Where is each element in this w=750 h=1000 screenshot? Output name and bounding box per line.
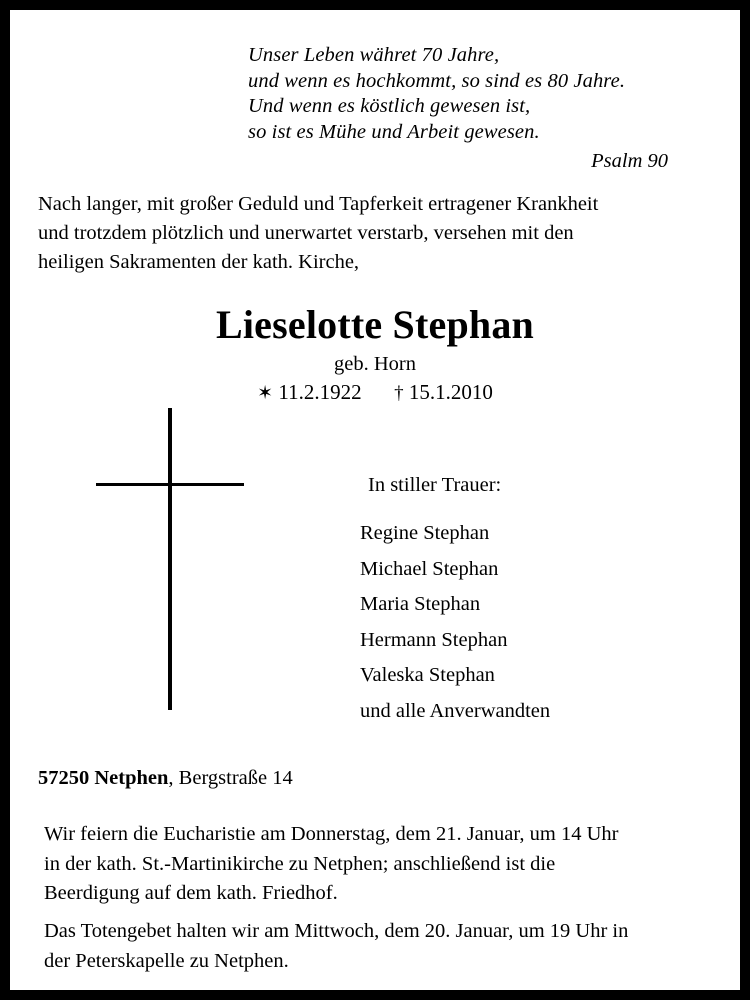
cross-icon	[86, 400, 256, 720]
deceased-name: Lieselotte Stephan	[215, 302, 535, 347]
list-item: Valeska Stephan	[360, 664, 495, 686]
death-date: 15.1.2010	[408, 380, 493, 404]
list-item: Hermann Stephan	[360, 628, 508, 651]
intro-line-2: und trotzdem plötzlich und unerwartet verstarb, versehen mit den	[38, 222, 574, 244]
psalm-quote	[248, 43, 668, 175]
quote-source: Psalm 90	[591, 150, 668, 172]
birth-star-icon: ✶	[257, 383, 274, 404]
intro-line-1: Nach langer, mit großer Geduld und Tapferkeit ertragener Krankheit	[38, 193, 599, 215]
maiden-name: geb. Horn	[334, 353, 416, 375]
quote-line-2: und wenn es hochkommt, so sind es 80 Jahre.	[248, 69, 626, 92]
address-line	[38, 765, 293, 792]
mourners-block	[358, 472, 698, 729]
birth-date: 11.2.1922	[278, 380, 362, 404]
eucharist-line-1: Wir feiern die Eucharistie am Donnerstag, dem 21. Januar, um 14 Uhr	[44, 823, 619, 845]
cross-vertical-bar	[168, 408, 172, 710]
address-street: , Bergstraße 14	[168, 767, 293, 789]
death-dagger-icon: †	[394, 383, 404, 404]
list-item: Regine Stephan	[360, 522, 490, 544]
quote-line-3: Und wenn es köstlich gewesen ist,	[248, 95, 531, 117]
prayer-line-2: der Peterskapelle zu Netphen.	[44, 949, 289, 972]
mourner-list	[358, 516, 698, 729]
mourners-title: In stiller Trauer:	[368, 474, 502, 496]
address-postal-city: 57250 Netphen	[38, 767, 169, 789]
list-item: Maria Stephan	[360, 593, 481, 615]
list-item: Michael Stephan	[360, 557, 499, 580]
quote-line-4: so ist es Mühe und Arbeit gewesen.	[248, 120, 540, 143]
cross-horizontal-bar	[96, 483, 244, 486]
prayer-paragraph	[44, 917, 724, 976]
deceased-block	[10, 302, 740, 407]
eucharist-line-3: Beerdigung auf dem kath. Friedhof.	[44, 882, 338, 904]
list-item: und alle Anverwandten	[360, 699, 551, 722]
notice-sheet	[10, 10, 740, 990]
eucharist-line-2: in der kath. St.-Martinikirche zu Netphen; anschließend ist die	[44, 852, 556, 875]
intro-paragraph	[38, 190, 710, 277]
quote-line-1: Unser Leben währet 70 Jahre,	[248, 44, 500, 66]
eucharist-paragraph	[44, 820, 724, 909]
prayer-line-1: Das Totengebet halten wir am Mittwoch, dem 20. Januar, um 19 Uhr in	[44, 920, 629, 942]
intro-line-3: heiligen Sakramenten der kath. Kirche,	[38, 251, 360, 273]
